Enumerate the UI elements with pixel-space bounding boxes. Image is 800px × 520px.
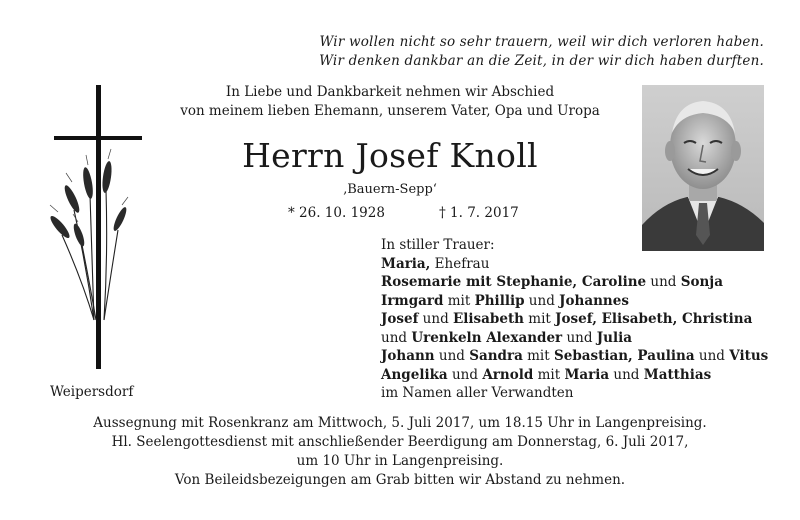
- mourner-text: mit: [443, 292, 475, 309]
- mourner-line: [381, 255, 768, 274]
- mourner-text: und: [447, 366, 483, 383]
- mourner-text: im Namen aller Verwandten: [381, 385, 574, 401]
- mourner-name: Josef: [381, 311, 419, 327]
- service-line-3: um 10 Uhr in Langenpreising.: [296, 453, 504, 469]
- mourner-name: Josef, Elisabeth, Christina: [555, 311, 753, 327]
- mourner-name: Urenkeln Alexander: [411, 329, 563, 346]
- mourner-name: Angelika: [381, 366, 448, 383]
- mourner-lines: [381, 255, 768, 403]
- mourner-text: und: [434, 348, 470, 364]
- place-name: Weipersdorf: [50, 384, 134, 400]
- mourner-name: Rosemarie mit Stephanie, Caroline: [381, 274, 647, 290]
- mourner-name: Arnold: [482, 366, 534, 383]
- mourner-name: Maria,: [381, 255, 431, 272]
- deceased-name: Herrn Josef Knoll: [242, 136, 538, 175]
- birth-date: * 26. 10. 1928: [288, 205, 385, 221]
- mourner-name: Sebastian, Paulina: [553, 348, 695, 364]
- mourner-line: [381, 347, 768, 366]
- mourner-name: Johannes: [559, 292, 629, 309]
- mourner-line: [381, 292, 768, 311]
- mourner-text: Ehefrau: [430, 255, 490, 272]
- mourner-text: und: [524, 292, 560, 309]
- service-info: [0, 414, 800, 490]
- mourner-text: und: [694, 348, 730, 364]
- death-date: † 1. 7. 2017: [439, 205, 519, 221]
- cross-with-wheat-icon: [48, 85, 158, 370]
- mourner-text: mit: [524, 311, 556, 327]
- mourner-text: mit: [533, 366, 565, 383]
- mourner-name: Johann: [381, 348, 435, 364]
- mourner-line: [381, 310, 768, 329]
- mourner-name: Maria: [564, 366, 610, 383]
- mourner-line: [381, 366, 768, 385]
- mourner-name: Julia: [596, 329, 632, 346]
- intro-line-2: von meinem lieben Ehemann, unserem Vater, Opa und Uropa: [180, 103, 600, 119]
- mourner-text: und: [609, 366, 644, 383]
- mourner-name: Elisabeth: [453, 311, 524, 327]
- mourner-text: und: [381, 329, 412, 346]
- mourner-text: und: [562, 329, 597, 346]
- quote-line-2: Wir denken dankbar an die Zeit, in der wir dich haben durften.: [319, 53, 764, 69]
- mourner-line: [381, 329, 768, 348]
- mourner-line: [381, 273, 768, 292]
- mourner-line: [381, 384, 768, 403]
- quote-line-1: Wir wollen nicht so sehr trauern, weil wir dich verloren haben.: [319, 34, 764, 50]
- intro-text: [160, 83, 620, 121]
- mourner-name: Vitus: [729, 348, 769, 364]
- mourner-name: Phillip: [474, 292, 525, 309]
- mourner-name: Sandra: [469, 348, 523, 364]
- nickname: ‚Bauern-Sepp‘: [343, 182, 437, 197]
- service-line-4: Von Beileidsbezeigungen am Grab bitten wir Abstand zu nehmen.: [174, 472, 626, 488]
- mourner-text: und: [646, 274, 681, 290]
- mourner-name: Sonja: [680, 274, 723, 290]
- mourner-name: Irmgard: [381, 292, 444, 309]
- mourners-list: [381, 236, 768, 403]
- portrait-photo: [642, 85, 764, 251]
- service-line-1: Aussegnung mit Rosenkranz am Mittwoch, 5. Juli 2017, um 18.15 Uhr in Langenpreising.: [93, 415, 707, 431]
- intro-line-1: In Liebe und Dankbarkeit nehmen wir Abschied: [225, 84, 555, 100]
- quote: [319, 33, 764, 71]
- mourner-text: und: [418, 311, 454, 327]
- mourners-heading: In stiller Trauer:: [381, 237, 495, 253]
- service-line-2: Hl. Seelengottesdienst mit anschließender Beerdigung am Donnerstag, 6. Juli 2017,: [111, 434, 689, 450]
- mourner-text: mit: [522, 348, 554, 364]
- mourner-name: Matthias: [643, 366, 712, 383]
